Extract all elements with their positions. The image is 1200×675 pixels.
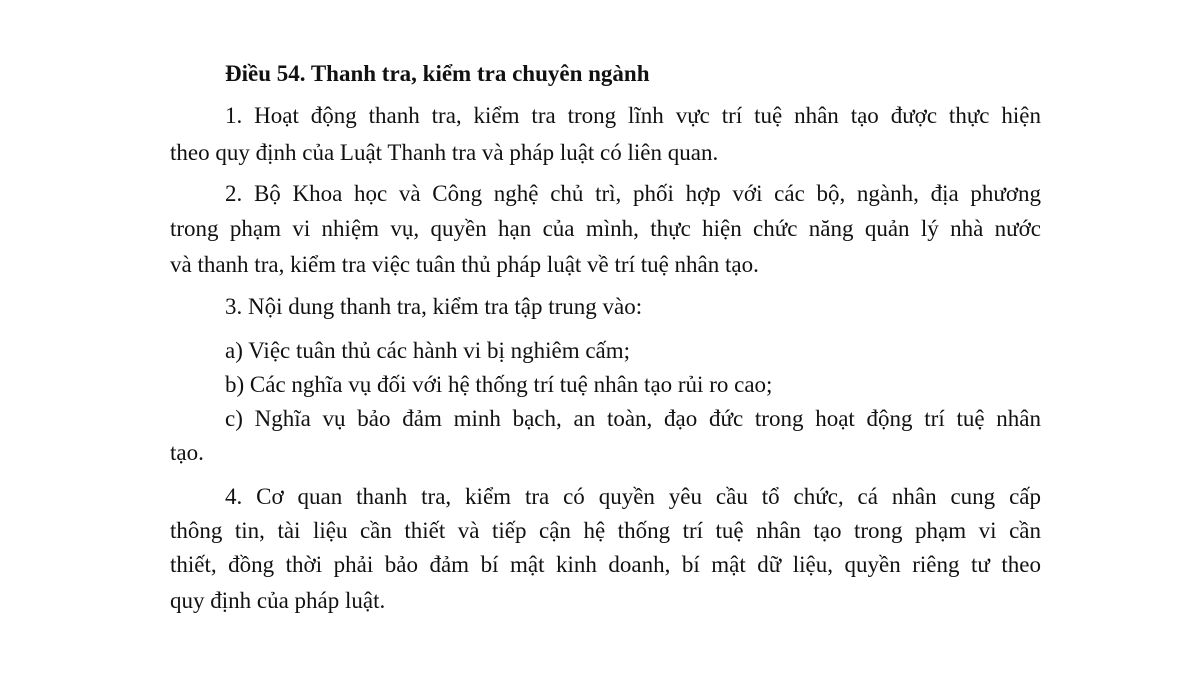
- clause-3-item-a: a) Việc tuân thủ các hành vi bị nghiêm cấm;: [225, 338, 631, 363]
- clause-1-line-2: theo quy định của Luật Thanh tra và pháp luật có liên quan.: [170, 140, 719, 165]
- clause-3-item-b: b) Các nghĩa vụ đối với hệ thống trí tuệ nhân tạo rủi ro cao;: [225, 372, 773, 397]
- article-heading: Điều 54. Thanh tra, kiểm tra chuyên ngành: [225, 61, 650, 86]
- clause-2-line-1: 2. Bộ Khoa học và Công nghệ chủ trì, phối hợp với các bộ, ngành, địa phương: [225, 181, 1041, 206]
- clause-4-line-2: thông tin, tài liệu cần thiết và tiếp cận hệ thống trí tuệ nhân tạo trong phạm vi cần: [170, 518, 1041, 543]
- clause-4-line-4: quy định của pháp luật.: [170, 588, 386, 613]
- clause-3-line-1: 3. Nội dung thanh tra, kiểm tra tập trung vào:: [225, 294, 643, 319]
- clause-1-line-1: 1. Hoạt động thanh tra, kiểm tra trong lĩnh vực trí tuệ nhân tạo được thực hiện: [225, 103, 1041, 128]
- clause-4-line-3: thiết, đồng thời phải bảo đảm bí mật kinh doanh, bí mật dữ liệu, quyền riêng tư theo: [170, 552, 1041, 577]
- clause-3-item-c-line-1: c) Nghĩa vụ bảo đảm minh bạch, an toàn, đạo đức trong hoạt động trí tuệ nhân: [225, 406, 1041, 431]
- clause-4-line-1: 4. Cơ quan thanh tra, kiểm tra có quyền yêu cầu tổ chức, cá nhân cung cấp: [225, 484, 1041, 509]
- clause-2-line-3: và thanh tra, kiểm tra việc tuân thủ pháp luật về trí tuệ nhân tạo.: [170, 252, 759, 277]
- clause-3-item-c-line-2: tạo.: [170, 440, 204, 465]
- clause-2-line-2: trong phạm vi nhiệm vụ, quyền hạn của mình, thực hiện chức năng quản lý nhà nước: [170, 216, 1041, 241]
